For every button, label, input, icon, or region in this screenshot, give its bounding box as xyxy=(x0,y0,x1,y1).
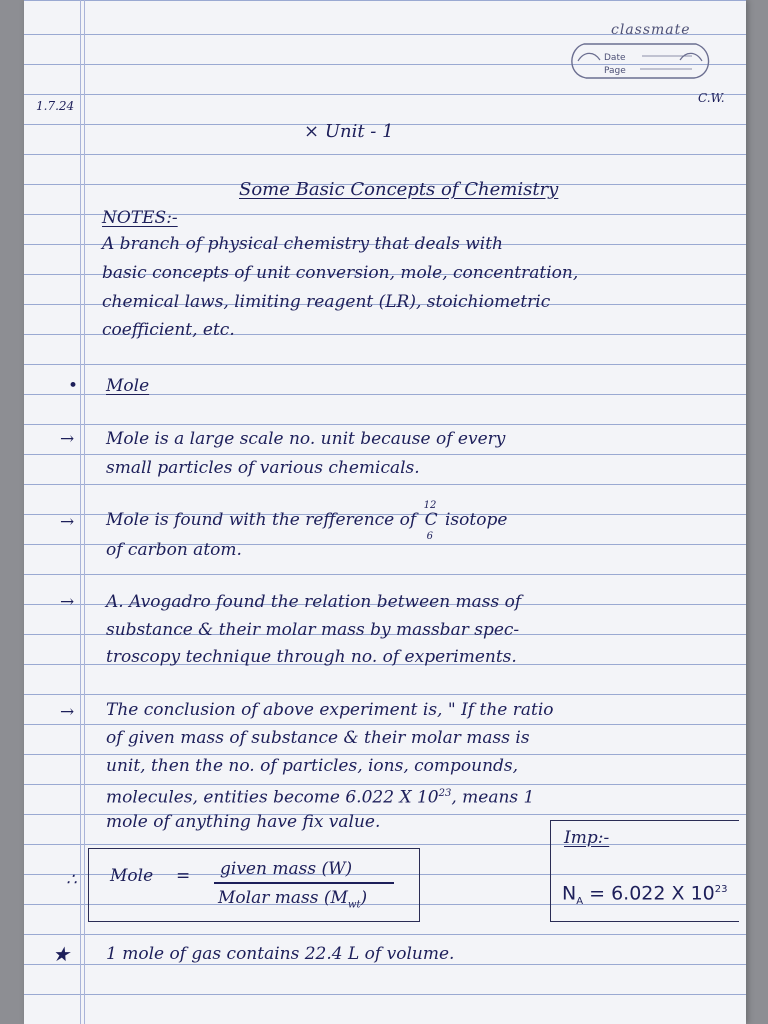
point1-line-1: Mole is a large scale no. unit because of every xyxy=(106,429,506,449)
bullet-dot: • xyxy=(68,376,79,396)
entry-date: 1.7.24 xyxy=(36,99,75,113)
point4-line-5: mole of anything have fix value. xyxy=(106,812,381,832)
mole-heading: Mole xyxy=(106,376,150,396)
arrow-icon: → xyxy=(60,592,75,612)
margin-line-left-double xyxy=(84,0,85,1024)
therefore-symbol: ∴ xyxy=(66,870,77,890)
unit-title: × Unit - 1 xyxy=(304,121,394,142)
point4-line-3: unit, then the no. of particles, ions, compounds, xyxy=(106,756,519,776)
formula-lhs: Mole xyxy=(110,866,154,886)
fraction-bar xyxy=(214,882,394,884)
formula-denominator: Molar mass $(M_{wt})$ xyxy=(218,888,368,911)
carbon-isotope: 12 C 6 xyxy=(423,500,438,542)
notes-line-4: coefficient, etc. xyxy=(102,320,235,340)
avogadro-constant: $N_A = 6.022$ X $10^{23}$ xyxy=(562,882,728,908)
arrow-icon: → xyxy=(60,429,75,449)
formula-equals: = xyxy=(176,866,191,886)
notes-line-1: A branch of physical chemistry that deals with xyxy=(102,234,504,254)
point2-line-1: Mole is found with the refference of 12 C 6 isotope xyxy=(106,500,508,542)
point3-line-2: substance & their molar mass by massbar spec- xyxy=(106,620,520,640)
margin-line-left xyxy=(80,0,81,1024)
gas-volume-line: 1 mole of gas contains 22.4 L of volume. xyxy=(106,944,455,964)
classwork-label: C.W. xyxy=(698,91,725,105)
point4-line-1: The conclusion of above experiment is, " If the ratio xyxy=(106,700,554,720)
notes-line-3: chemical laws, limiting reagent (LR), stoichiometric xyxy=(102,292,551,312)
imp-heading: Imp:- xyxy=(564,828,610,848)
notes-heading: NOTES:- xyxy=(102,208,178,228)
star-icon: ★ xyxy=(52,942,70,966)
arrow-icon: → xyxy=(60,512,75,532)
point3-line-1: A. Avogadro found the relation between mass of xyxy=(106,592,522,612)
brand-logo: classmate xyxy=(611,22,691,38)
point2-line-2: of carbon atom. xyxy=(106,540,242,560)
chapter-title: Some Basic Concepts of Chemistry xyxy=(239,179,559,200)
cross-mark: × xyxy=(304,121,325,142)
notebook-page xyxy=(24,0,746,1024)
point1-line-2: small particles of various chemicals. xyxy=(106,458,420,478)
point3-line-3: troscopy technique through no. of experiments. xyxy=(106,647,517,667)
formula-numerator: given mass (W) xyxy=(220,859,353,879)
arrow-icon: → xyxy=(60,702,75,722)
page-label: Page xyxy=(604,66,626,76)
point4-line-2: of given mass of substance & their molar mass is xyxy=(106,728,530,748)
point4-line-4: molecules, entities become 6.022 X $10^{23}$, means 1 xyxy=(106,787,535,808)
date-page-stamp-frame xyxy=(564,36,714,86)
notes-line-2: basic concepts of unit conversion, mole, concentration, xyxy=(102,263,579,283)
date-label: Date xyxy=(604,53,626,63)
